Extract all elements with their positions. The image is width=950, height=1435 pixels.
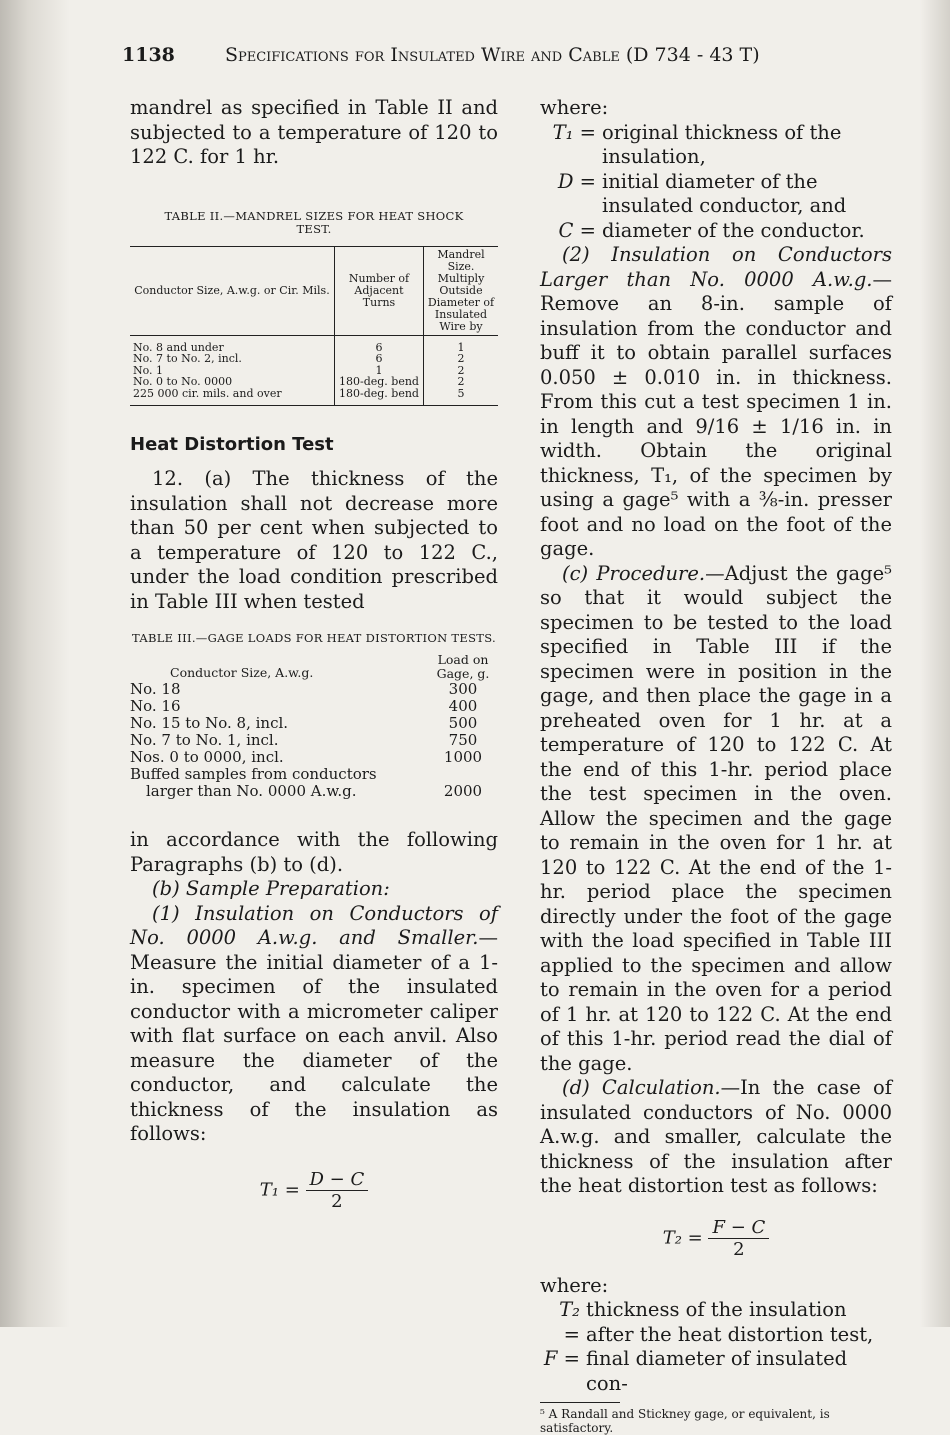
table2-title: TABLE II.—MANDREL SIZES FOR HEAT SHOCK TEST.	[164, 208, 464, 236]
procedure-heading: (c) Procedure.	[562, 561, 706, 585]
heat-distortion-heading: Heat Distortion Test	[130, 434, 334, 455]
sub1-paragraph	[130, 902, 498, 1147]
formula-t1-fraction	[306, 1169, 369, 1212]
table2-size: 225 000 cir. mils. and over	[130, 388, 335, 406]
definition-row	[540, 121, 892, 170]
right-column	[540, 96, 892, 1435]
sample-prep-heading	[130, 877, 498, 902]
table3-col1-header: Conductor Size, A.w.g.	[170, 665, 314, 680]
after-table-paragraph: in accordance with the following Paragraphs (b) to (d).	[130, 828, 498, 876]
procedure-paragraph	[540, 562, 892, 1077]
table2-turns: 180-deg. bend	[335, 376, 424, 388]
table3-load: 400	[448, 697, 478, 715]
table3-load: 500	[448, 714, 478, 732]
definition-row	[540, 170, 892, 219]
table3	[130, 653, 498, 800]
where-label-1: where:	[540, 96, 609, 119]
def-text: final diameter of insulated con-	[586, 1347, 848, 1395]
table3-size: No. 7 to No. 1, incl.	[130, 731, 279, 749]
formula-t1-lhs: T₁ =	[259, 1179, 300, 1200]
table-row	[130, 376, 498, 388]
table3-size: No. 16	[130, 697, 181, 715]
footnote: ⁵ A Randall and Stickney gage, or equivalent, is satisfactory.	[540, 1407, 830, 1435]
formula-t2-fraction	[708, 1217, 769, 1260]
where-label-2: where:	[540, 1273, 609, 1297]
def-symbol: T₁ =	[552, 120, 596, 144]
table-row	[130, 783, 498, 800]
table2-size: No. 7 to No. 2, incl.	[133, 352, 242, 365]
table-row	[130, 732, 498, 749]
table2-turns: 1	[335, 365, 424, 377]
def-text: thickness of the insulation after the heat distortion test,	[586, 1298, 874, 1346]
table-row	[130, 335, 498, 353]
table3-size: No. 15 to No. 8, incl.	[130, 714, 289, 732]
sample-prep-heading-text: (b) Sample Preparation:	[152, 877, 390, 900]
def-symbol: T₂ =	[559, 1298, 580, 1346]
table3-buffed-line2: larger than No. 0000 A.w.g.	[146, 782, 357, 800]
footnote-rule	[540, 1402, 620, 1403]
definition-row	[540, 219, 892, 244]
table-row	[130, 749, 498, 766]
table2-size: No. 0 to No. 0000	[133, 375, 233, 388]
table3-load: 300	[448, 680, 478, 698]
def-text: original thickness of the insulation,	[602, 120, 842, 168]
table-row	[130, 766, 498, 783]
table2-mult: 2	[424, 365, 499, 377]
table-row	[130, 681, 498, 698]
table-row	[130, 715, 498, 732]
table2-col3-header: Mandrel Size. Multiply Outside Diameter of Insulated Wire by	[424, 246, 499, 335]
table2-col1-header: Conductor Size, A.w.g. or Cir. Mils.	[130, 246, 335, 335]
table3-buffed-load: 2000	[443, 782, 483, 800]
page-shadow-left	[0, 0, 70, 1327]
formula-t2-denominator: 2	[733, 1238, 745, 1260]
table2-mult: 1	[424, 335, 499, 353]
table2-mult: 2	[424, 353, 499, 365]
table-row	[130, 353, 498, 365]
sub2-paragraph	[540, 243, 892, 562]
formula-t2-lhs: T₂ =	[662, 1227, 703, 1248]
page-number: 1138	[122, 44, 175, 66]
formula-t2	[540, 1217, 892, 1260]
table3-col2-header: Load on Gage, g.	[436, 652, 490, 681]
definitions-1	[540, 121, 892, 244]
left-column	[130, 96, 498, 1212]
formula-t1	[130, 1169, 498, 1212]
table2-size: No. 1	[133, 363, 164, 377]
calculation-text: —In the case of insulated conductors of No. 0000 A.w.g. and smaller, calculate the thickness of the insulation after the heat distortion test as follows:	[540, 1076, 892, 1197]
table-row	[130, 388, 498, 406]
table2-mult: 5	[424, 388, 499, 406]
table2-turns: 180-deg. bend	[335, 388, 424, 406]
table3-buffed-line1: Buffed samples from conductors	[130, 765, 377, 783]
table3-load: 750	[448, 731, 478, 749]
def-symbol: D =	[557, 169, 596, 193]
table3-size: Nos. 0 to 0000, incl.	[130, 748, 284, 766]
definitions-2	[540, 1298, 892, 1396]
table2	[130, 246, 498, 407]
def-text: initial diameter of the insulated conductor, and	[602, 169, 847, 217]
table2-turns: 6	[335, 353, 424, 365]
table-row	[130, 698, 498, 715]
intro-paragraph: mandrel as specified in Table II and subjected to a temperature of 120 to 122 C. for 1 hr.	[130, 96, 498, 168]
running-title: Specifications for Insulated Wire and Cable (D 734 - 43 T)	[224, 44, 760, 66]
sub1-heading: (1) Insulation on Conductors of No. 0000 A.w.g. and Smaller.	[130, 901, 498, 949]
table3-load: 1000	[443, 748, 483, 766]
table2-col2-header: Number of Adjacent Turns	[335, 246, 424, 335]
def-symbol: C =	[558, 218, 596, 242]
definition-row	[540, 1298, 892, 1347]
table3-title: TABLE III.—GAGE LOADS FOR HEAT DISTORTION TESTS.	[132, 631, 496, 645]
calculation-paragraph	[540, 1076, 892, 1199]
def-text: diameter of the conductor.	[602, 218, 865, 242]
sub2-text: —Remove an 8-in. sample of insulation from the conductor and buff it to obtain parallel surfaces 0.050 ± 0.010 in. in thickness. From this cut a test specimen 1 in. in length and 9/16 ± 1/16 in. in width. Obtain the original thickness, T₁, of the specimen by using a gage⁵ with a ⅜-in. presser foot and no load on the foot of the gage.	[540, 267, 892, 560]
definition-row	[540, 1347, 892, 1396]
table2-size: No. 8 and under	[133, 340, 224, 354]
calculation-heading: (d) Calculation.	[562, 1076, 721, 1099]
procedure-text: —Adjust the gage⁵ so that it would subject the specimen to be tested to the load specified in Table III if the specimen were in position in the gage, and then place the gage in a preheated oven for 1 hr. at a temperature of 120 to 122 C. At the end of this 1-hr. period place the test specimen in the oven. Allow the specimen and the gage to remain in the oven for 1 hr. at 120 to 122 C. At the end of the 1-hr. period place the specimen directly under the foot of the gage with the load specified in Table III applied to the specimen and allow to remain in the oven for a period of 1 hr. at 120 to 122 C. At the end of this 1-hr. period read the dial of the gage.	[540, 561, 892, 1075]
formula-t1-denominator: 2	[331, 1190, 343, 1212]
table3-size: No. 18	[130, 680, 181, 698]
formula-t2-numerator: F − C	[708, 1217, 769, 1239]
page-shadow-right	[920, 0, 950, 1327]
table2-mult: 2	[424, 376, 499, 388]
table2-turns: 6	[335, 335, 424, 353]
formula-t1-numerator: D − C	[306, 1169, 369, 1191]
para-12a: 12. (a) The thickness of the insulation shall not decrease more than 50 per cent when subjected to a temperature of 120 to 122 C., under the load condition prescribed in Table III when tested	[130, 467, 498, 613]
sub1-text: —Measure the initial diameter of a 1-in. specimen of the insulated conductor with a micrometer caliper with flat surface on each anvil. Also measure the diameter of the conductor, and calculate the thickness of the insulation as follows:	[130, 926, 498, 1145]
sub2-heading: (2) Insulation on Conductors Larger than No. 0000 A.w.g.	[540, 243, 892, 291]
def-symbol: F =	[543, 1347, 580, 1370]
running-header	[122, 44, 822, 72]
